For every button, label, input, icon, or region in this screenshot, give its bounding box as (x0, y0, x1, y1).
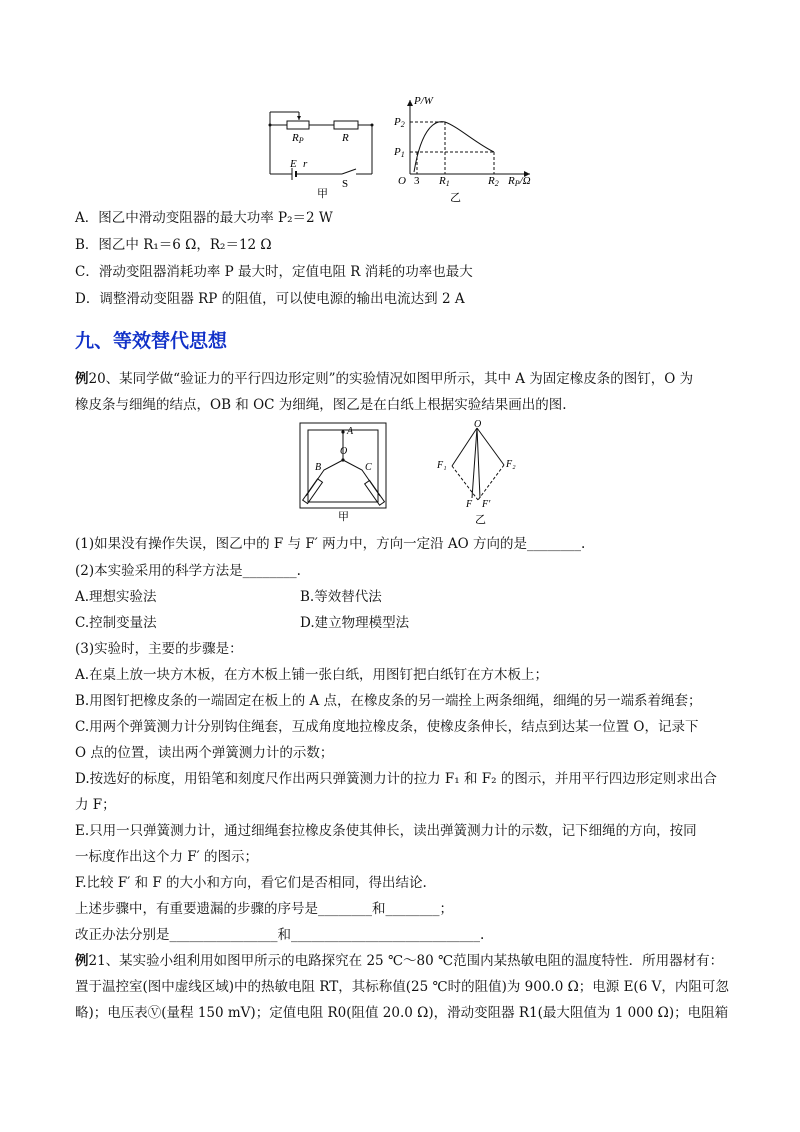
step-d: D.按选好的标度，用铅笔和刻度尺作出两只弹簧测力计的拉力 F₁ 和 F₂ 的图示，并用平行四边形定则求出合 (75, 771, 717, 787)
step-a: A.在桌上放一块方木板，在方木板上铺一张白纸，用图钉把白纸钉在方木板上； (75, 667, 549, 683)
r-label: R (342, 132, 349, 144)
f1-label: F₁ (437, 460, 447, 471)
correction-question: 改正办法分别是________________和____________________________. (75, 927, 485, 943)
f-prime-label: F′ (482, 499, 491, 510)
graph-ylabel: P/W (414, 95, 433, 107)
option-b: B．图乙中 R₁＝6 Ω，R₂＝12 Ω (75, 237, 272, 253)
e-label: E (290, 158, 297, 170)
option-d: D．调整滑动变阻器 RP 的阻值，可以使电源的输出电流达到 2 A (75, 291, 465, 307)
point-a-label: A (347, 426, 354, 437)
step-c: C.用两个弹簧测力计分别钩住绳套，互成角度地拉橡皮条，使橡皮条伸长，结点到达某一位置 O，记录下 (75, 719, 699, 735)
o-label-yi: O (474, 420, 482, 430)
example-21-line-2: 置于温控室(图中虚线区域)中的热敏电阻 RT，其标称值(25 ℃时的阻值)为 900.0 Ω；电源 E(6 V，内阻可忽 (75, 979, 729, 995)
section-title: 九、等效替代思想 (75, 330, 228, 352)
step-b: B.用图钉把橡皮条的一端固定在板上的 A 点，在橡皮条的另一端拴上两条细绳，细绳的另一端系着绳套； (75, 693, 702, 709)
step-d-cont: 力 F； (75, 797, 116, 813)
r1-label: R1 (439, 175, 450, 188)
f-label: F (466, 499, 473, 510)
r2-label: R2 (488, 175, 499, 188)
q2-option-c: C.控制变量法 (75, 615, 157, 631)
omitted-steps-question: 上述步骤中，有重要遗漏的步骤的序号是________和________； (75, 901, 453, 917)
f2-label: F₂ (506, 459, 516, 470)
origin-label: O (398, 175, 406, 187)
example-21-line-3: 略)；电压表Ⓥ(量程 150 mV)；定值电阻 R0(阻值 20.0 Ω)，滑动变阻器 R1(最大阻值为 1 000 Ω)；电阻箱 (75, 1005, 729, 1021)
question-3: (3)实验时，主要的步骤是： (75, 641, 243, 657)
option-c: C．滑动变阻器消耗功率 P 最大时，定值电阻 R 消耗的功率也最大 (75, 264, 473, 280)
p2-label: P2 (394, 116, 405, 129)
step-c-cont: O 点的位置，读出两个弹簧测力计的示数； (75, 745, 334, 761)
q2-option-b: B.等效替代法 (300, 589, 382, 605)
figure-circuit-and-graph (262, 94, 542, 206)
point-b-label: B (315, 462, 322, 473)
fig2-jia-caption: 甲 (338, 511, 349, 523)
fig2-yi-caption: 乙 (475, 514, 486, 525)
switch-label: S (342, 178, 349, 190)
fig1-yi-caption: 乙 (450, 192, 461, 204)
option-a: A．图乙中滑动变阻器的最大功率 P₂＝2 W (75, 210, 333, 226)
q2-option-d: D.建立物理模型法 (300, 615, 410, 631)
graph-xlabel: RP/Ω (508, 175, 531, 188)
question-1: (1)如果没有操作失误，图乙中的 F 与 F′ 两力中，方向一定沿 AO 方向的是________. (75, 536, 586, 552)
example-20-line-2: 橡皮条与细绳的结点，OB 和 OC 为细绳，图乙是在白纸上根据实验结果画出的图. (75, 397, 567, 413)
question-2: (2)本实验采用的科学方法是________. (75, 563, 301, 579)
tick-3-label: 3 (414, 175, 420, 187)
point-c-label: C (365, 462, 372, 473)
example-20-line-1: 例20、某同学做“验证力的平行四边形定则”的实验情况如图甲所示，其中 A 为固定橡皮条的图钉，O 为 (75, 371, 694, 387)
rp-label: RP (292, 132, 304, 145)
point-o-label: O (340, 446, 348, 457)
step-f: F.比较 F′ 和 F 的大小和方向，看它们是否相同，得出结论. (75, 875, 427, 891)
step-e-cont: 一标度作出这个力 F′ 的图示； (75, 849, 259, 865)
fig1-jia-caption: 甲 (317, 188, 328, 200)
example-21-line-1: 例21、某实验小组利用如图甲所示的电路探究在 25 ℃～80 ℃范围内某热敏电阻的温度特性．所用器材有： (75, 953, 724, 969)
figure-force-experiment (292, 420, 532, 525)
step-e: E.只用一只弹簧测力计，通过细绳套拉橡皮条使其伸长，读出弹簧测力计的示数，记下细绳的方向，按同 (75, 823, 697, 839)
p1-label: P1 (394, 146, 405, 159)
q2-option-a: A.理想实验法 (75, 589, 157, 605)
internal-r-label: r (303, 158, 308, 170)
